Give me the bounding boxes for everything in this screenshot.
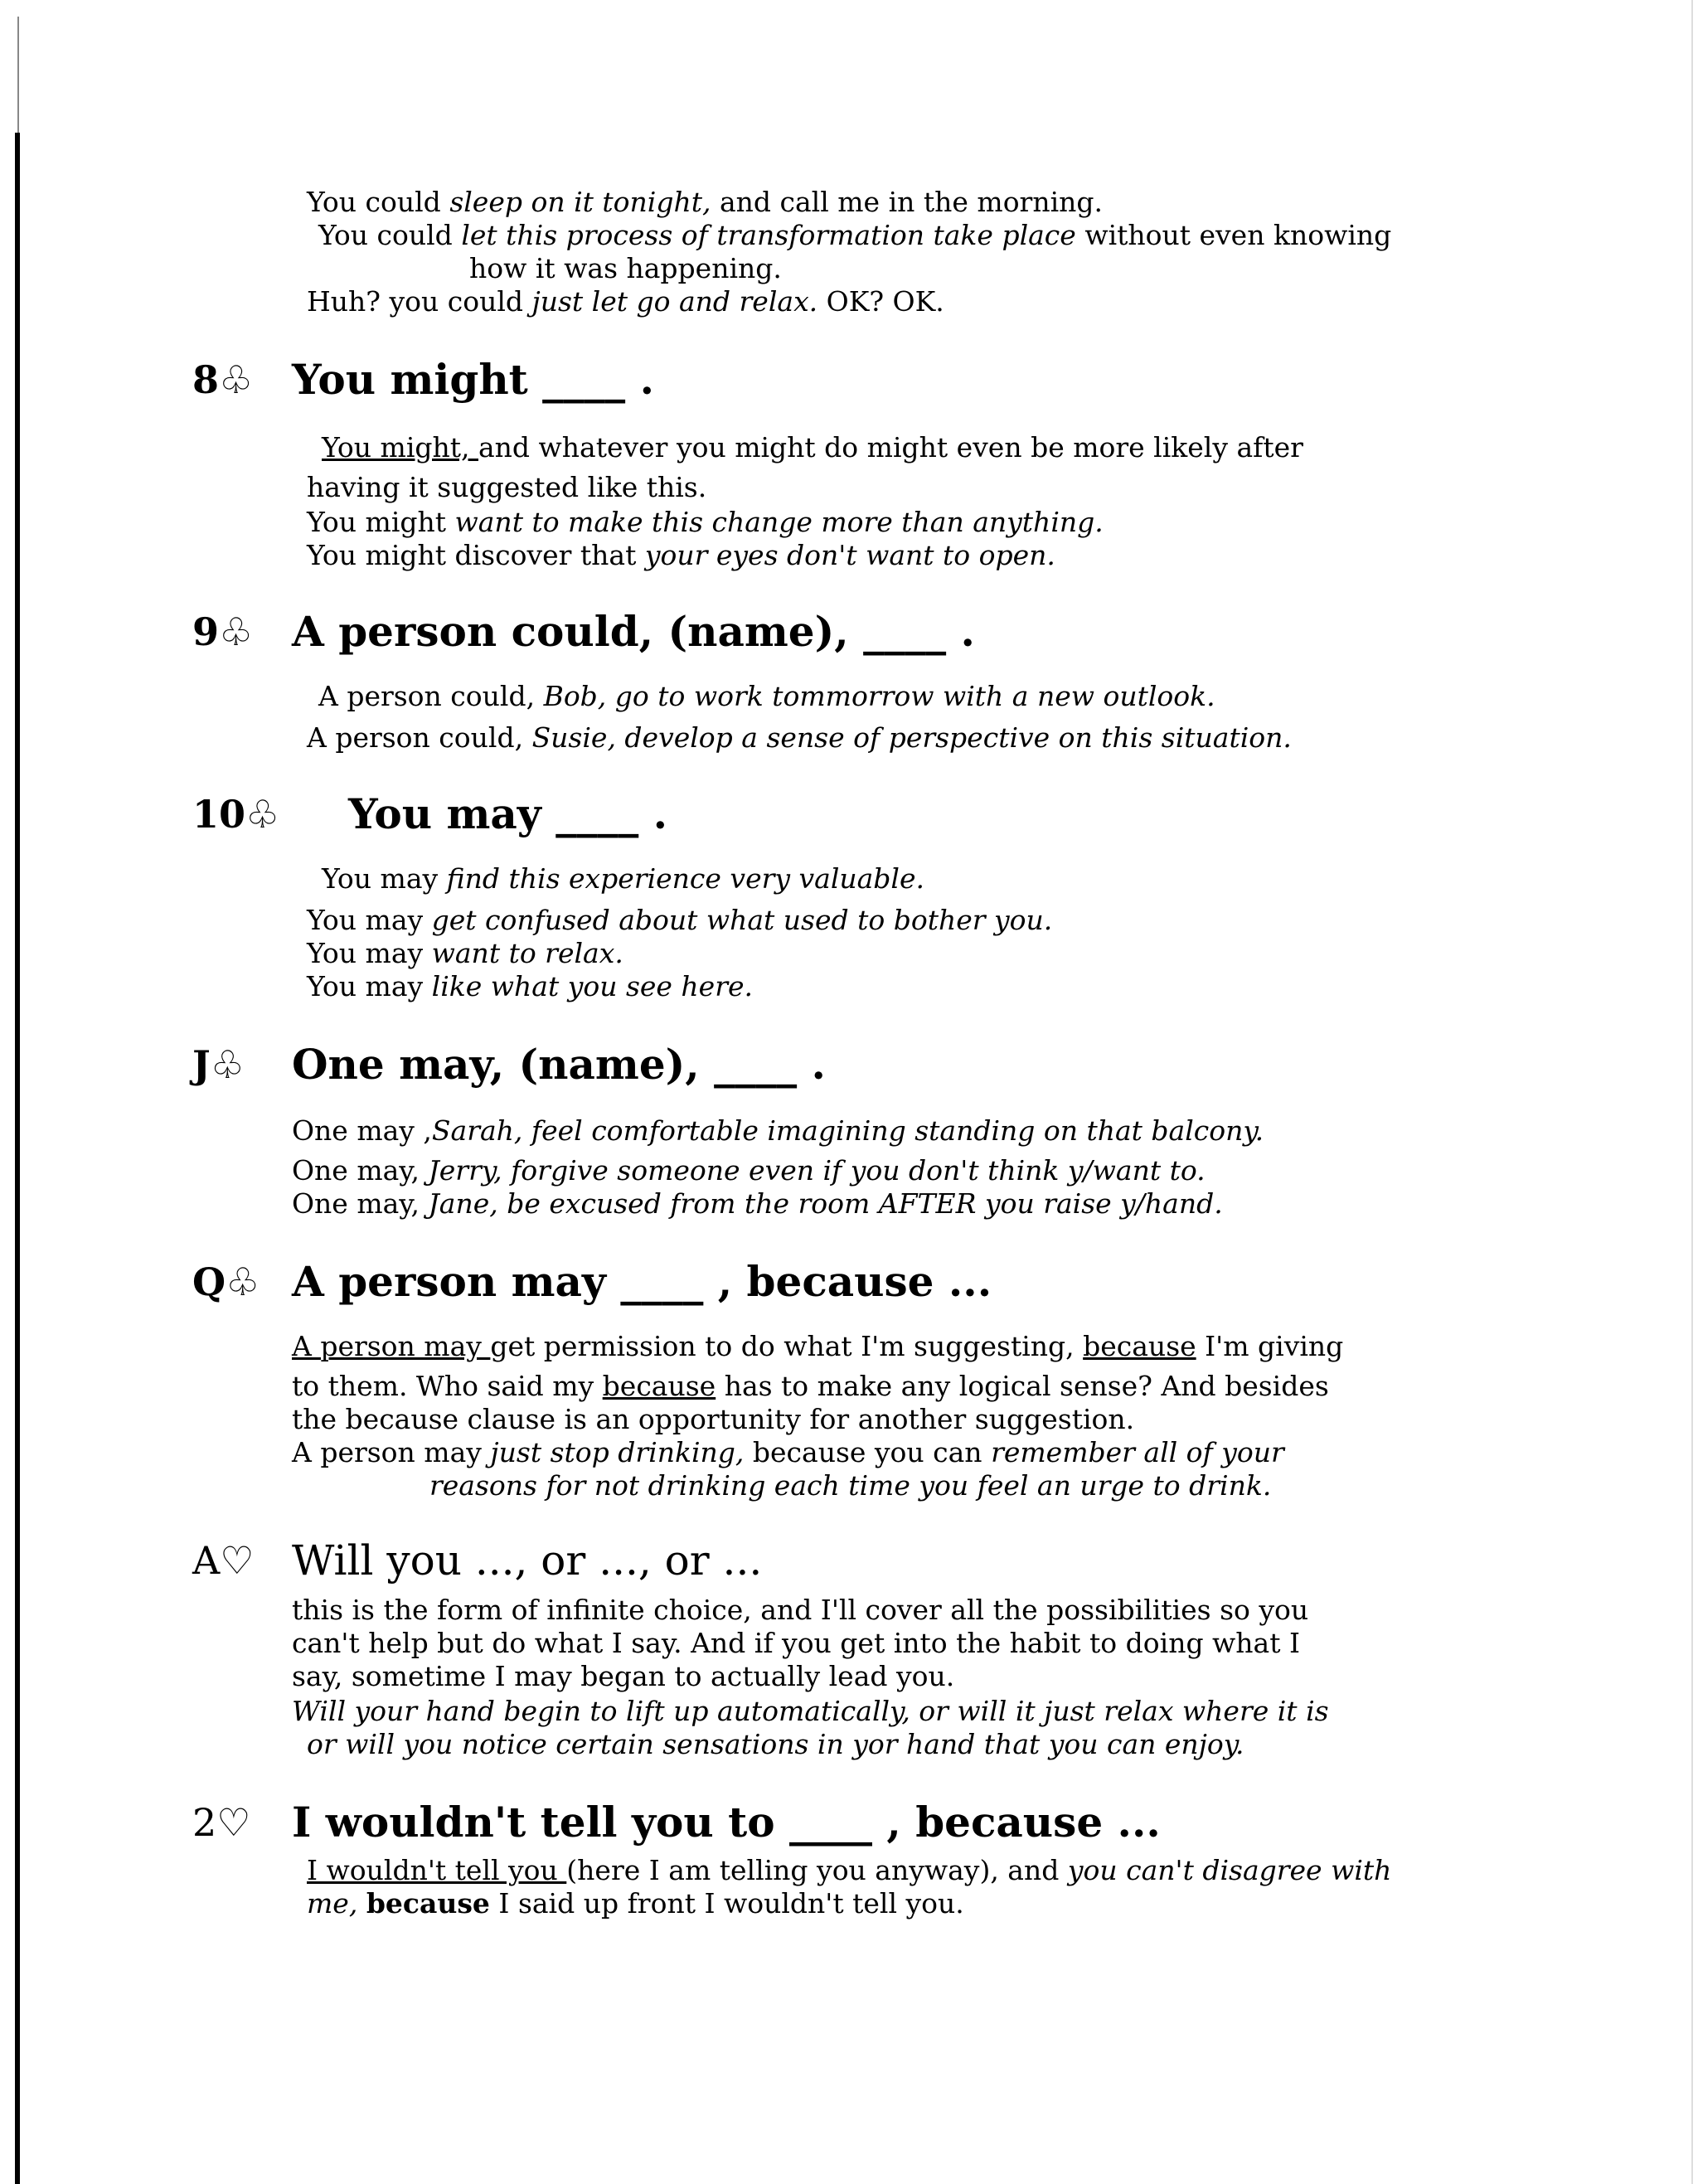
club-suit-icon: ♧ bbox=[226, 1259, 260, 1304]
right-page-edge bbox=[1691, 0, 1693, 2184]
heart-suit-icon: ♡ bbox=[216, 1800, 251, 1845]
section-ace-line-4: Will your hand begin to lift up automatically, or will it just relax where it is bbox=[292, 1695, 1329, 1727]
section-jack-line-3: One may, Jane, be excused from the room AFTER you raise y/hand. bbox=[292, 1187, 1223, 1220]
section-8-line-2: having it suggested like this. bbox=[307, 471, 707, 503]
section-10-line-4: You may like what you see here. bbox=[307, 970, 754, 1002]
section-9-line-2: A person could, Susie, develop a sense of perspective on this situation. bbox=[307, 721, 1292, 754]
section-queen-title: A person may ____ , because ... bbox=[292, 1257, 992, 1306]
club-suit-icon: ♧ bbox=[210, 1042, 245, 1087]
section-queen-line-1: A person may get permission to do what I'm suggesting, because I'm giving bbox=[292, 1330, 1344, 1362]
left-margin-mark bbox=[17, 17, 19, 133]
section-ace-line-1: this is the form of infinite choice, and I'll cover all the possibilities so you bbox=[292, 1594, 1309, 1626]
section-ace-title: Will you ..., or ..., or ... bbox=[292, 1536, 763, 1585]
section-ace-line-2: can't help but do what I say. And if you get into the habit to doing what I bbox=[292, 1627, 1301, 1659]
section-8-line-3: You might want to make this change more than anything. bbox=[307, 506, 1104, 538]
section-10-line-1: You may find this experience very valuable. bbox=[322, 862, 924, 895]
intro-line-4: Huh? you could just let go and relax. OK? OK. bbox=[307, 285, 944, 318]
club-suit-icon: ♧ bbox=[219, 609, 254, 654]
section-10-title: You may ____ . bbox=[348, 789, 668, 838]
section-queen-line-2: to them. Who said my because has to make any logical sense? And besides bbox=[292, 1370, 1329, 1402]
card-2-hearts: 2♡ bbox=[192, 1800, 251, 1845]
section-9-title: A person could, (name), ____ . bbox=[292, 607, 975, 656]
card-ace-hearts: A♡ bbox=[192, 1538, 255, 1583]
section-2-line-2: me, because I said up front I wouldn't tell you. bbox=[307, 1887, 964, 1919]
section-ace-line-5: or will you notice certain sensations in yor hand that you can enjoy. bbox=[307, 1728, 1244, 1760]
section-queen-line-4: A person may just stop drinking, because you can remember all of your bbox=[292, 1436, 1284, 1468]
card-9-clubs: 9♧ bbox=[192, 609, 254, 654]
section-jack-line-2: One may, Jerry, forgive someone even if you don't think y/want to. bbox=[292, 1154, 1206, 1187]
club-suit-icon: ♧ bbox=[245, 792, 280, 837]
intro-line-2: You could let this process of transformation take place without even knowing bbox=[318, 219, 1392, 251]
left-binding-edge bbox=[15, 133, 20, 2184]
section-10-line-3: You may want to relax. bbox=[307, 937, 623, 969]
section-jack-line-1: One may ,Sarah, feel comfortable imagining standing on that balcony. bbox=[292, 1114, 1264, 1147]
section-8-title: You might ____ . bbox=[292, 355, 654, 404]
section-2-line-1: I wouldn't tell you (here I am telling you anyway), and you can't disagree with bbox=[307, 1854, 1392, 1886]
intro-line-3: how it was happening. bbox=[469, 252, 782, 284]
section-10-line-2: You may get confused about what used to bother you. bbox=[307, 904, 1053, 936]
section-queen-line-5: reasons for not drinking each time you feel an urge to drink. bbox=[429, 1469, 1272, 1502]
heart-suit-icon: ♡ bbox=[220, 1538, 255, 1583]
card-8-clubs: 8♧ bbox=[192, 357, 254, 402]
section-8-line-4: You might discover that your eyes don't want to open. bbox=[307, 539, 1055, 571]
card-10-clubs: 10♧ bbox=[192, 792, 280, 837]
card-jack-clubs: J♧ bbox=[192, 1042, 245, 1087]
section-ace-line-3: say, sometime I may began to actually lead you. bbox=[292, 1660, 955, 1692]
card-queen-clubs: Q♧ bbox=[192, 1259, 260, 1304]
section-2-title: I wouldn't tell you to ____ , because ... bbox=[292, 1798, 1161, 1847]
section-9-line-1: A person could, Bob, go to work tommorrow with a new outlook. bbox=[318, 680, 1215, 712]
club-suit-icon: ♧ bbox=[219, 357, 254, 402]
section-8-line-1: You might, and whatever you might do might even be more likely after bbox=[322, 431, 1303, 463]
section-queen-line-3: the because clause is an opportunity for another suggestion. bbox=[292, 1403, 1135, 1435]
section-jack-title: One may, (name), ____ . bbox=[292, 1040, 826, 1089]
intro-line-1: You could sleep on it tonight, and call me in the morning. bbox=[307, 186, 1104, 218]
